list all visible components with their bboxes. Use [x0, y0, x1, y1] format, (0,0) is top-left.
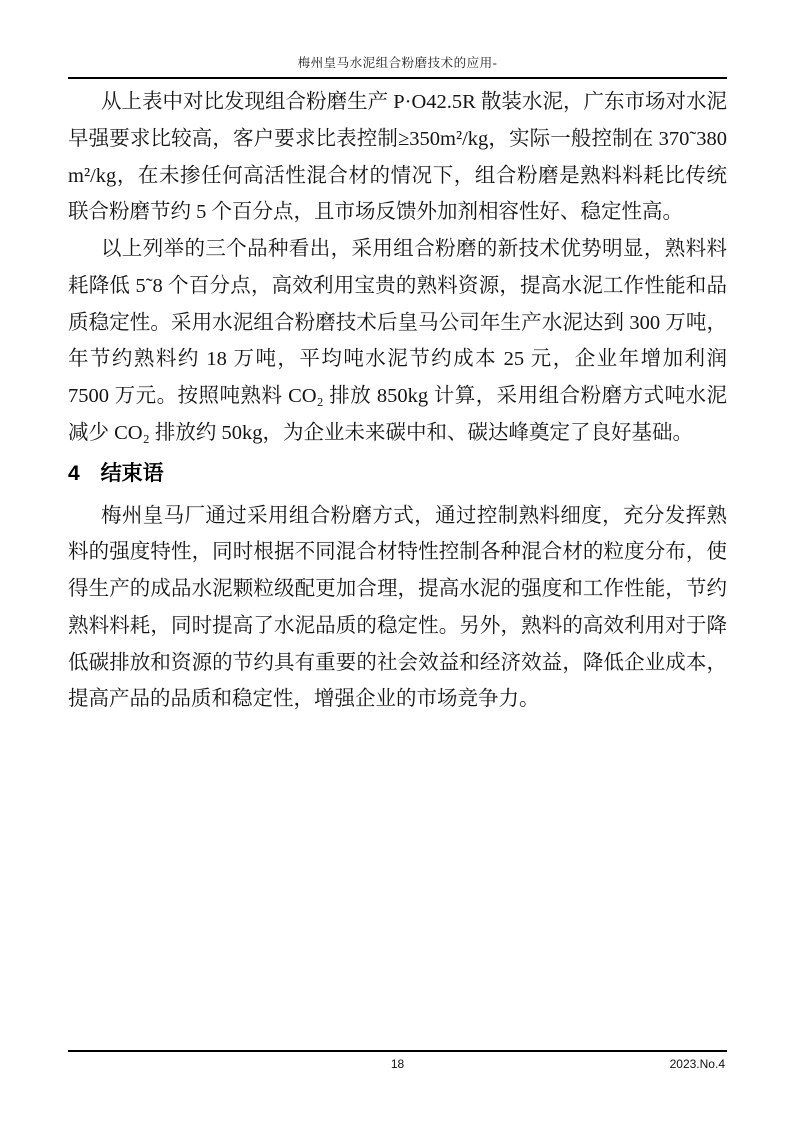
header-divider — [68, 77, 727, 79]
footer-row — [68, 1054, 727, 1074]
page-header — [68, 0, 727, 79]
section-heading-conclusion: 4 结束语 — [68, 461, 164, 485]
body-paragraph: 以上列举的三个品种看出，采用组合粉磨的新技术优势明显，熟料料耗降低 5˜8 个百分点，高效利用宝贵的熟料资源，提高水泥工作性能和品质稳定性。采用水泥组合粉磨技术后皇马公司年生产水泥达到 300 万吨，年节约熟料约 18 万吨，平均吨水泥节约成本 25 元，企业年增加利润 7500 万元。按照吨熟料 CO₂ 排放 850kg 计算，采用组合粉磨方式吨水泥减少 CO₂ 排放约 50kg，为企业未来碳中和、碳达峰奠定了良好基础。 — [68, 238, 727, 444]
body-paragraph: 梅州皇马厂通过采用组合粉磨方式，通过控制熟料细度，充分发挥熟料的强度特性，同时根据不同混合材特性控制各种混合材的粒度分布，使得生产的成品水泥颗粒级配更加合理，提高水泥的强度和工作性能，节约熟料料耗，同时提高了水泥品质的稳定性。另外，熟料的高效利用对于降低碳排放和资源的节约具有重要的社会效益和经济效益，降低企业成本，提高产品的品质和稳定性，增强企业的市场竞争力。 — [68, 504, 727, 711]
body-paragraph: 从上表中对比发现组合粉磨生产 P·O42.5R 散装水泥，广东市场对水泥早强要求比较高，客户要求比表控制≥350m²/kg，实际一般控制在 370˜380 m²/kg，在未掺任何高活性混合材的情况下，组合粉磨是熟料料耗比传统联合粉磨节约 5 个百分点，且市场反馈外加剂相容性好、稳定性高。 — [68, 91, 727, 224]
page-body — [68, 84, 727, 718]
page-number: 18 — [390, 1057, 405, 1071]
page-footer — [68, 1050, 727, 1074]
running-title: 梅州皇马水泥组合粉磨技术的应用- — [297, 56, 498, 70]
issue-label: 2023.No.4 — [669, 1057, 725, 1071]
